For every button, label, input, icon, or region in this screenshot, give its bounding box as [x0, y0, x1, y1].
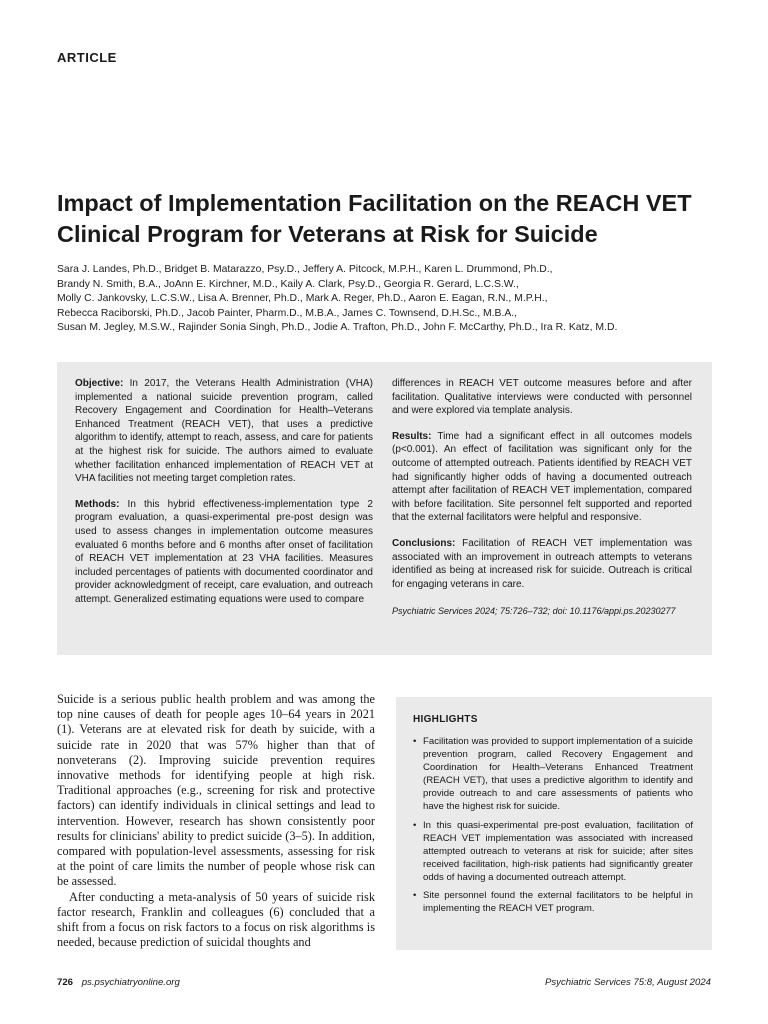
journal-url[interactable]: ps.psychiatryonline.org: [81, 977, 180, 988]
highlights-box: [396, 697, 712, 950]
section-label: ARTICLE: [57, 50, 117, 65]
abstract-methods: [75, 498, 373, 607]
results-text: Time had a significant effect in all outcomes models (p<0.001). An effect of facilitation was significant only for the outcome of attempted outreach. Patients identified by REACH VET had significantly higher odds of having a documented outreach attempt after facilitation of REACH VET implementation, compared with before facilitation. Site personnel felt supported and reported that the external facilitators were helpful and responsive.: [392, 430, 692, 524]
author-line: Brandy N. Smith, B.A., JoAnn E. Kirchner, M.D., Kaily A. Clark, Psy.D., Georgia R. Gerard, L.C.S.W.,: [57, 278, 519, 290]
highlight-item: • Facilitation was provided to support implementation of a suicide prevention program, called Recovery Engagement and Coordination for Health–Veterans Enhanced Treatment (REACH VET), that uses a predictive algorithm to identify and provide outreach to and care assessments of patients who have the highest risk for suicide.: [413, 735, 693, 814]
objective-text: In 2017, the Veterans Health Administration (VHA) implemented a national suicide prevention program, called Recovery Engagement and Coordination for Health–Veterans Enhanced Treatment (REACH VET), that uses a predictive algorithm to identify, attempt to reach, assess, and care for patients at the highest risk for suicide. The authors aimed to evaluate whether facilitation enhanced implementation of REACH VET at VHA facilities not meeting target completion rates.: [75, 378, 373, 485]
results-label: Results:: [392, 430, 432, 442]
author-line: Sara J. Landes, Ph.D., Bridget B. Matarazzo, Psy.D., Jeffery A. Pitcock, M.P.H., Karen L. Drummond, Ph.D.,: [57, 264, 553, 275]
objective-label: Objective:: [75, 378, 124, 389]
citation: Psychiatric Services 2024; 75:726–732; doi: 10.1176/appi.ps.20230277: [392, 606, 676, 617]
abstract-methods-continued: differences in REACH VET outcome measures before and after facilitation. Qualitative interviews were conducted with personnel and were explored via template analysis.: [392, 378, 692, 417]
abstract-right-column: [392, 377, 692, 631]
author-line: Susan M. Jegley, M.S.W., Rajinder Sonia Singh, Ph.D., Jodie A. Trafton, Ph.D., John F. McCarthy, Ph.D., Ira R. Katz, M.D.: [57, 322, 618, 334]
journal-issue: Psychiatric Services 75:8, August 2024: [544, 977, 711, 988]
body-paragraph: Suicide is a serious public health problem and was among the top nine causes of death for people ages 10–64 years in 2021 (1). Veterans are at elevated risk for death by suicide, with a suicide rate in 2020 that was 57% higher than that of nonveterans (2). Improving suicide prevention requires innovative methods for identifying people at high risk. Traditional approaches (e.g., screening for risk and protective factors) can identify individuals in clinical settings and lead to intervention. However, research has shown consistently poor results for clinicians' ability to predict suicide (3–5). In addition, compared with population-level assessments, assessing for risk at the point of care limits the number of people whose risk can be assessed.: [57, 692, 375, 889]
methods-label: Methods:: [75, 498, 120, 510]
body-text: [57, 692, 375, 950]
author-line: Molly C. Jankovsky, L.C.S.W., Lisa A. Brenner, Ph.D., Mark A. Reger, Ph.D., Aaron E. Eagan, R.N., M.P.H.,: [57, 293, 548, 305]
conclusions-label: Conclusions:: [392, 537, 456, 549]
article-title: Impact of Implementation Facilitation on the REACH VET Clinical Program for Veterans at Risk for Suicide: [57, 190, 692, 247]
body-paragraph: After conducting a meta-analysis of 50 years of suicide risk factor research, Franklin and colleagues (6) concluded that a shift from a focus on risk factors to a focus on risk algorithms is needed, because prediction of suicidal thoughts and: [57, 889, 375, 950]
highlight-item: • In this quasi-experimental pre-post evaluation, facilitation of REACH VET implementation was associated with increased attempted outreach to veterans at risk for suicide; after sites received facilitation, high-risk patients had significantly greater odds of having a documented outreach attempt.: [413, 819, 693, 884]
author-list: [57, 263, 717, 336]
abstract-left-column: [75, 377, 373, 619]
abstract-conclusions: [392, 537, 692, 591]
abstract-box: [57, 362, 712, 655]
highlights-list: [413, 735, 693, 920]
page-number: 726: [57, 977, 74, 988]
footer-left: [57, 977, 180, 988]
highlight-item: • Site personnel found the external facilitators to be helpful in implementing the REACH VET program.: [413, 889, 693, 915]
abstract-results: [392, 430, 692, 525]
author-line: Rebecca Raciborski, Ph.D., Jacob Painter, Pharm.D., M.B.A., James C. Townsend, D.H.Sc., M.B.A.,: [57, 307, 518, 319]
methods-text: In this hybrid effectiveness-implementation type 2 program evaluation, a quasi-experimental pre-post design was used to assess changes in implementation outcome measures evaluated 6 months before and 6 months after onset of facilitation of REACH VET implementation at 23 VHA facilities. Measures included percentages of patients with documented coordinator and provider acknowledgment of receipt, care evaluation, and outreach attempt. Generalized estimating equations were used to compare: [75, 498, 373, 605]
conclusions-text: Facilitation of REACH VET implementation was associated with an improvement in outreach attempts to veterans identified as being at increased risk for suicide. Outreach is critical for engaging veterans in care.: [392, 537, 692, 590]
abstract-objective: [75, 377, 373, 486]
highlights-title: HIGHLIGHTS: [413, 714, 478, 725]
